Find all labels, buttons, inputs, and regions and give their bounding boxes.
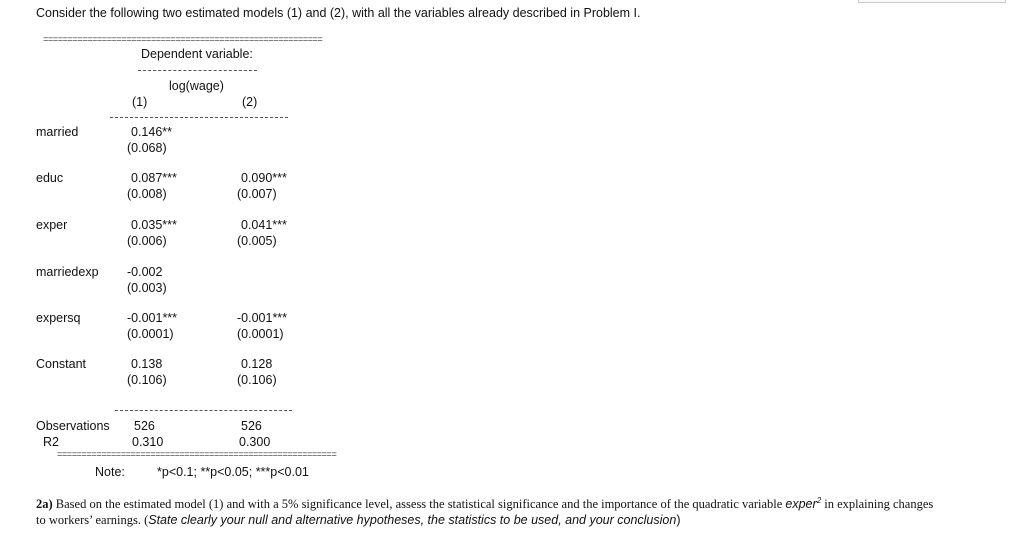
question-variable [785, 497, 821, 511]
question-variable-exponent: 2 [816, 495, 822, 505]
stat-model-1: 0.310 [132, 435, 164, 449]
column-header-dashed-rule [110, 117, 288, 118]
se-model-1: (0.006) [127, 234, 167, 248]
note-text: *p<0.1; **p<0.05; ***p<0.01 [157, 465, 309, 479]
top-right-answer-box [858, 0, 1006, 3]
coef-model-1: 0.087*** [131, 171, 177, 185]
header-dashed-rule [138, 70, 257, 71]
column-1-header: (1) [132, 95, 148, 109]
stat-model-1: 526 [134, 419, 155, 433]
question-instructions: State clearly your null and alternative hypotheses, the statistics to be used, and your conclusion [148, 513, 677, 527]
note-label: Note: [95, 465, 125, 479]
coef-model-1: 0.035*** [131, 218, 177, 232]
dependent-variable-name: log(wage) [169, 79, 224, 93]
question-variable-name: exper [785, 497, 817, 511]
se-model-2: (0.007) [237, 187, 277, 201]
question-text-after: in explaining changes [821, 497, 934, 511]
stats-dashed-rule [115, 410, 292, 411]
se-model-1: (0.003) [127, 281, 167, 295]
question-line-1 [36, 495, 934, 511]
se-model-2: (0.005) [237, 234, 277, 248]
intro-text: Consider the following two estimated models (1) and (2), with all the variables already described in Problem I. [36, 6, 641, 20]
se-model-1: (0.0001) [127, 327, 174, 341]
variable-name: exper [36, 218, 68, 232]
question-label: 2a) [36, 497, 53, 511]
se-model-1: (0.008) [127, 187, 167, 201]
variable-name: educ [36, 171, 64, 185]
column-2-header: (2) [242, 95, 258, 109]
coef-model-1: 0.138 [131, 357, 163, 371]
coef-model-1: 0.146** [131, 125, 173, 139]
stat-model-2: 526 [241, 419, 262, 433]
dependent-variable-header: Dependent variable: [141, 47, 253, 61]
se-model-1: (0.068) [127, 141, 167, 155]
coef-model-2: -0.001*** [237, 311, 288, 325]
coef-model-2: 0.041*** [241, 218, 287, 232]
stat-model-2: 0.300 [239, 435, 271, 449]
variable-name: Constant [36, 357, 87, 371]
question-line-2 [36, 514, 681, 527]
table-top-rule: ========================================================= [43, 36, 323, 45]
se-model-2: (0.0001) [237, 327, 284, 341]
variable-name: marriedexp [36, 265, 99, 279]
coef-model-1: -0.001*** [127, 311, 178, 325]
question-text-before: Based on the estimated model (1) and with a 5% significance level, assess the statistical significance and the importance of the quadratic variable [52, 497, 786, 511]
coef-model-2: 0.128 [241, 357, 273, 371]
se-model-2: (0.106) [237, 373, 277, 387]
stat-name: R2 [43, 435, 59, 449]
question-line-2-start: to workers’ earnings. ( [36, 513, 149, 527]
variable-name: married [36, 125, 79, 139]
question-line-2-close: ) [676, 513, 681, 527]
se-model-1: (0.106) [127, 373, 167, 387]
table-bottom-rule: ========================================================= [57, 451, 337, 460]
stat-name: Observations [36, 419, 110, 433]
variable-name: expersq [36, 311, 81, 325]
coef-model-2: 0.090*** [241, 171, 287, 185]
coef-model-1: -0.002 [127, 265, 163, 279]
